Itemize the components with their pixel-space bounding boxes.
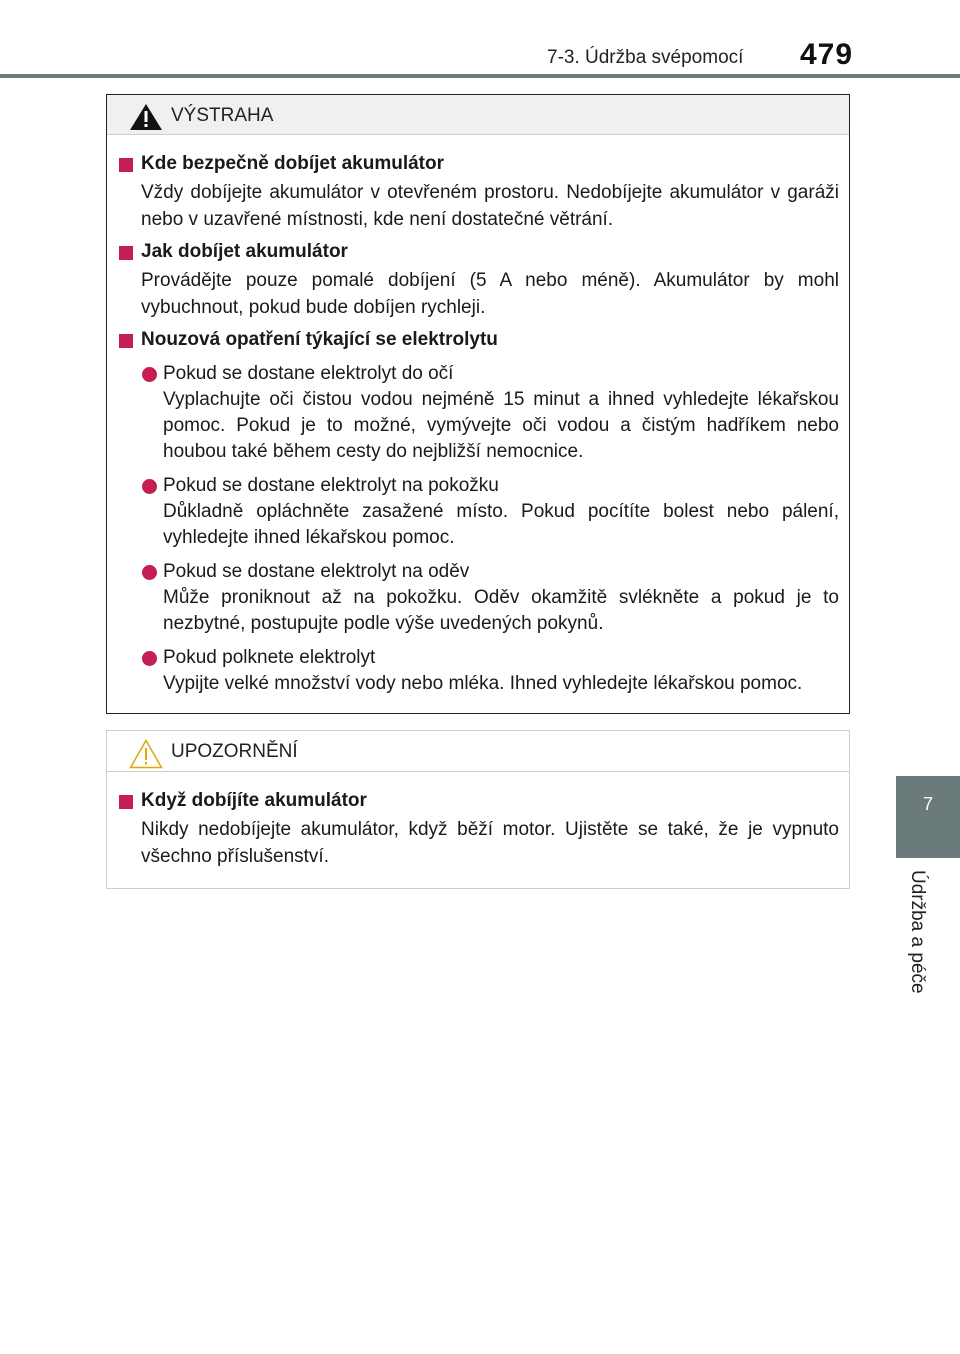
section-paragraph: Vždy dobíjejte akumulátor v otevřeném prostoru. Nedobíjejte akumulátor v garáži nebo v uzavřené místnosti, kde není dostatečné větrání.	[141, 182, 839, 230]
header-rule	[0, 74, 960, 78]
list-item-text: Může proniknout až na pokožku. Oděv okamžitě svlékněte a pokud je to nezbytné, postupujte podle výše uvedených pokynů.	[163, 587, 839, 634]
list-item	[119, 559, 839, 637]
caution-triangle-icon	[129, 739, 163, 769]
square-bullet-icon	[119, 334, 133, 348]
warning-box	[106, 94, 850, 714]
list-item	[119, 645, 839, 697]
round-bullet-icon	[142, 479, 157, 494]
section-heading-text: Jak dobíjet akumulátor	[141, 241, 348, 262]
list-item-text: Důkladně opláchněte zasažené místo. Pokud pocítíte bolest nebo pálení, vyhledejte ihned lékařskou pomoc.	[163, 501, 839, 548]
header-section-title: 7-3. Údržba svépomocí	[547, 47, 744, 68]
section-paragraph: Provádějte pouze pomalé dobíjení (5 A nebo méně). Akumulátor by mohl vybuchnout, pokud bude dobíjen rychleji.	[141, 270, 839, 318]
chapter-title-vertical: Údržba a péče	[907, 870, 928, 994]
list-item	[119, 473, 839, 551]
list-item-text: Vyplachujte oči čistou vodou nejméně 15 minut a ihned vyhledejte lékařskou pomoc. Pokud je to možné, vymývejte oči vodou a čistým hadříkem nebo houbou také během cesty do nejbližší nemocnice.	[163, 389, 839, 462]
chapter-number: 7	[922, 794, 933, 814]
section-heading-text: Kde bezpečně dobíjet akumulátor	[141, 153, 444, 174]
list-item-title: Pokud se dostane elektrolyt na oděv	[163, 561, 470, 582]
section-heading	[119, 788, 839, 814]
warning-triangle-icon	[129, 103, 163, 131]
list-item-title: Pokud se dostane elektrolyt do očí	[163, 363, 454, 384]
section-heading	[119, 239, 839, 265]
square-bullet-icon	[119, 246, 133, 260]
caution-box	[106, 730, 850, 889]
caution-box-body	[107, 772, 849, 870]
section-heading-text: Když dobíjíte akumulátor	[141, 790, 367, 811]
section-heading-text: Nouzová opatření týkající se elektrolytu	[141, 329, 498, 350]
list-item-text: Vypijte velké množství vody nebo mléka. Ihned vyhledejte lékařskou pomoc.	[163, 673, 803, 694]
round-bullet-icon	[142, 367, 157, 382]
page-number: 479	[800, 38, 854, 71]
warning-box-header	[107, 95, 849, 135]
list-item	[119, 361, 839, 465]
caution-title: UPOZORNĚNÍ	[171, 741, 298, 762]
section-paragraph: Nikdy nedobíjejte akumulátor, když běží motor. Ujistěte se také, že je vypnuto všechno příslušenství.	[141, 819, 839, 867]
caution-box-header	[107, 731, 849, 772]
round-bullet-icon	[142, 651, 157, 666]
square-bullet-icon	[119, 158, 133, 172]
section-heading	[119, 327, 839, 353]
square-bullet-icon	[119, 795, 133, 809]
list-item-title: Pokud se dostane elektrolyt na pokožku	[163, 475, 499, 496]
list-item-title: Pokud polknete elektrolyt	[163, 647, 376, 668]
section-heading	[119, 151, 839, 177]
warning-box-body	[107, 135, 849, 697]
round-bullet-icon	[142, 565, 157, 580]
warning-title: VÝSTRAHA	[171, 105, 274, 126]
chapter-tab	[896, 776, 960, 858]
